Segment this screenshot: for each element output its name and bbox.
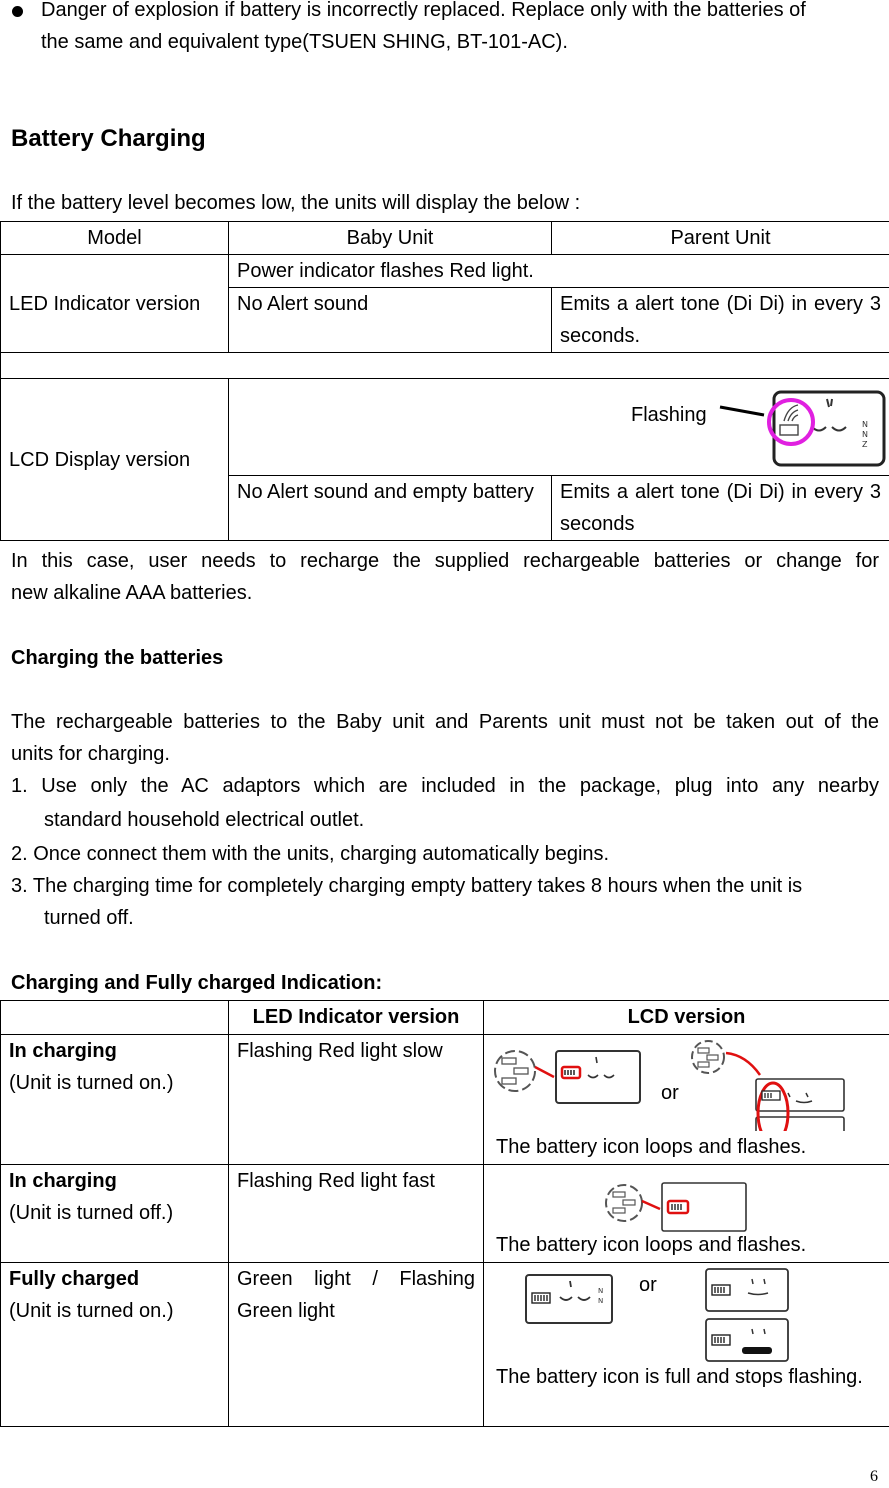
warning-line-2: the same and equivalent type(TSUEN SHING, BT-101-AC). <box>41 31 568 53</box>
warning-bullet <box>0 0 889 64</box>
step-1-line-1: 1. Use only the AC adaptors which are included in the package, plug into any nearby <box>11 775 879 797</box>
lcd-charging-off-icon <box>602 1179 752 1235</box>
battery-charging-heading: Battery Charging <box>11 125 206 152</box>
lcd-baby-cell: No Alert sound and empty battery <box>229 476 552 541</box>
indication-row <box>1 1035 889 1165</box>
state-cell <box>1 1263 229 1427</box>
lcd-full-battery-icon <box>524 1273 616 1327</box>
lcd-charging-loop-icon <box>490 1043 645 1105</box>
led-power-cell: Power indicator flashes Red light. <box>229 255 889 288</box>
or-label: or <box>639 1274 657 1296</box>
after-table-line-2: new alkaline AAA batteries. <box>11 582 253 604</box>
lcd-charging-loop-icon-alt <box>688 1039 848 1131</box>
indication-heading: Charging and Fully charged Indication: <box>11 972 383 994</box>
charging-p1-line-2: units for charging. <box>11 743 170 765</box>
lcd-model-cell: LCD Display version <box>1 379 229 541</box>
page-number: 6 <box>870 1468 878 1485</box>
indication-header-led: LED Indicator version <box>229 1001 484 1035</box>
svg-text:N: N <box>598 1297 604 1305</box>
state-label: In charging <box>9 1170 117 1192</box>
spacer-row <box>1 353 889 379</box>
lcd-note: The battery icon loops and flashes. <box>496 1234 807 1256</box>
indication-table <box>0 1000 889 1427</box>
led-parent-cell: Emits a alert tone (Di Di) in every 3 seconds. <box>552 288 889 353</box>
charging-batteries-heading: Charging the batteries <box>11 647 224 669</box>
battery-level-table <box>0 221 889 541</box>
battery-intro: If the battery level becomes low, the units will display the below : <box>11 192 581 214</box>
svg-text:N: N <box>862 420 868 429</box>
lcd-full-battery-icon-alt <box>704 1267 794 1365</box>
lcd-note: The battery icon loops and flashes. <box>496 1136 807 1158</box>
header-parent-unit: Parent Unit <box>552 222 889 255</box>
lcd-cell <box>484 1263 889 1427</box>
lcd-parent-cell: Emits a alert tone (Di Di) in every 3 seconds <box>552 476 889 541</box>
charging-p1-line-1: The rechargeable batteries to the Baby unit and Parents unit must not be taken out of the <box>11 711 879 733</box>
state-cell <box>1 1165 229 1263</box>
state-cell <box>1 1035 229 1165</box>
or-label: or <box>661 1082 679 1104</box>
state-label: Fully charged <box>9 1268 140 1290</box>
lcd-empty-battery-icon <box>714 385 889 469</box>
lcd-note: The battery icon is full and stops flashing. <box>496 1366 863 1388</box>
svg-text:Z: Z <box>862 440 868 449</box>
step-1-line-2: standard household electrical outlet. <box>44 809 365 831</box>
svg-text:N: N <box>862 430 868 439</box>
lcd-cell <box>484 1035 889 1165</box>
state-condition: (Unit is turned on.) <box>9 1300 174 1322</box>
flashing-label: Flashing <box>631 404 707 426</box>
lcd-cell <box>484 1165 889 1263</box>
header-model: Model <box>1 222 229 255</box>
warning-line-1: Danger of explosion if battery is incorrectly replaced. Replace only with the batteries of <box>41 0 806 21</box>
led-baby-cell: No Alert sound <box>229 288 552 353</box>
led-cell: Green light / Flashing Green light <box>229 1263 484 1427</box>
step-2: 2. Once connect them with the units, charging automatically begins. <box>11 843 610 865</box>
indication-header-empty <box>1 1001 229 1035</box>
state-label: In charging <box>9 1040 117 1062</box>
state-condition: (Unit is turned off.) <box>9 1202 174 1224</box>
after-table-line-1: In this case, user needs to recharge the supplied rechargeable batteries or change for <box>11 550 879 572</box>
led-cell: Flashing Red light slow <box>229 1035 484 1165</box>
step-3-line-2: turned off. <box>44 907 134 929</box>
step-3-line-1: 3. The charging time for completely charging empty battery takes 8 hours when the unit is <box>11 875 803 897</box>
lcd-flashing-cell <box>229 379 889 476</box>
indication-row <box>1 1263 889 1427</box>
led-model-cell: LED Indicator version <box>1 255 229 353</box>
state-condition: (Unit is turned on.) <box>9 1072 174 1094</box>
svg-text:N: N <box>598 1287 604 1295</box>
header-baby-unit: Baby Unit <box>229 222 552 255</box>
led-cell: Flashing Red light fast <box>229 1165 484 1263</box>
indication-header-lcd: LCD version <box>484 1001 889 1035</box>
bullet-icon <box>12 6 23 17</box>
indication-row <box>1 1165 889 1263</box>
